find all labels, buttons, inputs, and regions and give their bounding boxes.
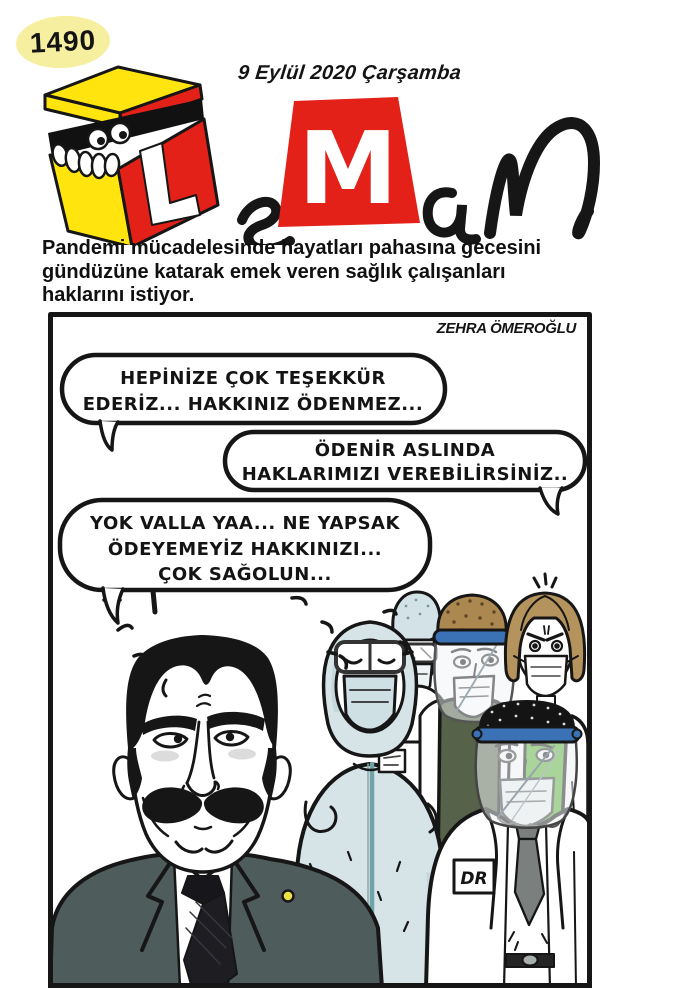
leman-logo-art — [28, 55, 628, 245]
artist-credit: ZEHRA ÖMEROĞLU — [436, 320, 576, 337]
bubble3-line3: ÇOK SAĞOLUN... — [158, 564, 332, 585]
belt-buckle — [523, 955, 538, 966]
bubble1-line2: EDERİZ... HAKKINIZ ÖDENMEZ... — [82, 394, 424, 415]
bubble3-line1: YOK VALLA YAA... NE YAPSAK — [90, 513, 400, 534]
bubble3-line2: ÖDEYEMEYİZ HAKKINIZI... — [107, 539, 383, 560]
tagline — [42, 237, 602, 308]
leman-logo — [28, 55, 628, 245]
dr-badge-text: DR — [460, 869, 488, 889]
bubble2-line2: HAKLARIMIZI VEREBİLİRSİNİZ.. — [241, 464, 569, 485]
cartoon-panel — [48, 312, 592, 988]
tagline-line2: gündüzüne katarak emek veren sağlık çalışanları — [42, 260, 506, 283]
logo-letter-n-script — [490, 123, 594, 233]
issue-date: 9 Eylül 2020 Çarşamba — [236, 62, 463, 84]
bubble2-line1: ÖDENİR ASLINDA — [314, 440, 496, 461]
shield-band — [434, 630, 510, 644]
lapel-pin — [283, 891, 294, 902]
shield-band — [475, 727, 579, 742]
tagline-line3: haklarını istiyor. — [42, 284, 195, 307]
cartoon-scene — [48, 312, 592, 988]
logo-letter-a-script — [428, 192, 476, 239]
tagline-line1: Pandemi mücadelesinde hayatları pahasına gecesini — [42, 237, 542, 259]
bubble1-line1: HEPİNİZE ÇOK TEŞEKKÜR — [120, 368, 386, 389]
logo-letter-M: M — [298, 110, 398, 227]
leman-box-icon — [45, 67, 218, 245]
issue-number: 1490 — [29, 24, 97, 59]
face-shield-icon — [476, 742, 577, 828]
